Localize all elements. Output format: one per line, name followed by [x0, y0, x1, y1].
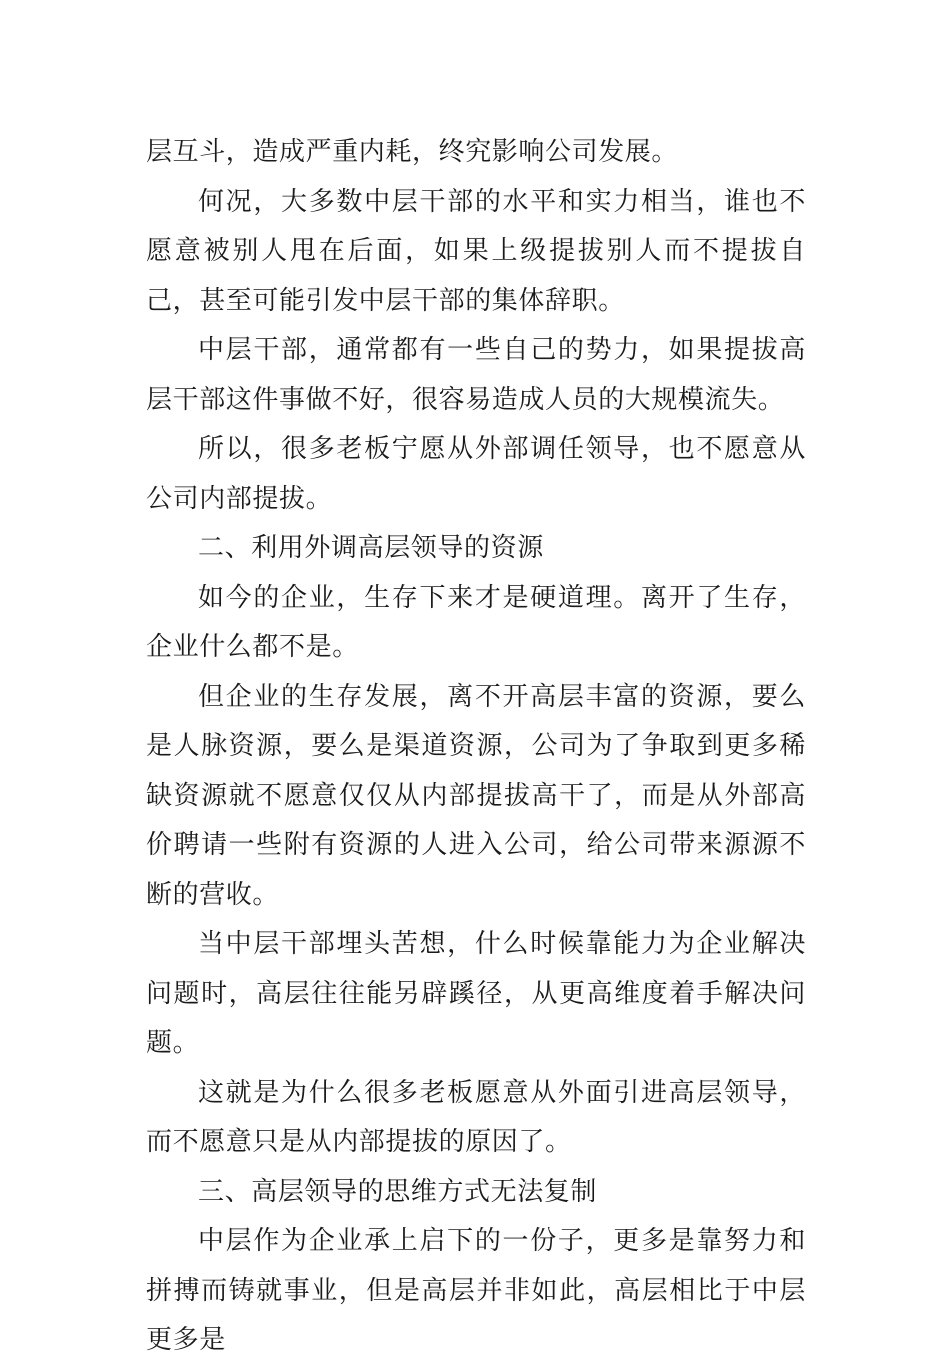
paragraph: 何况，大多数中层干部的水平和实力相当，谁也不愿意被别人甩在后面，如果上级提拔别人而不提拔自己，甚至可能引发中层干部的集体辞职。 — [146, 186, 806, 316]
paragraph: 中层干部，通常都有一些自己的势力，如果提拔高层干部这件事做不好，很容易造成人员的大规模流失。 — [146, 335, 806, 415]
paragraph: 中层作为企业承上启下的一份子，更多是靠努力和拼搏而铸就事业，但是高层并非如此，高层相比于中层更多是 — [146, 1226, 806, 1355]
paragraph: 当中层干部埋头苦想，什么时候靠能力为企业解决问题时，高层往往能另辟蹊径，从更高维度着手解决问题。 — [146, 929, 806, 1058]
paragraph: 这就是为什么很多老板愿意从外面引进高层领导，而不愿意只是从内部提拔的原因了。 — [146, 1077, 806, 1157]
paragraph: 如今的企业，生存下来才是硬道理。离开了生存，企业什么都不是。 — [146, 582, 806, 662]
paragraph: 但企业的生存发展，离不开高层丰富的资源，要么是人脉资源，要么是渠道资源，公司为了争取到更多稀缺资源就不愿意仅仅从内部提拔高干了，而是从外部高价聘请一些附有资源的人进入公司，给公司带来源源不断的营收。 — [146, 681, 806, 910]
document-page — [146, 128, 806, 1366]
paragraph: 所以，很多老板宁愿从外部调任领导，也不愿意从公司内部提拔。 — [146, 434, 806, 514]
section-heading: 三、高层领导的思维方式无法复制 — [198, 1176, 598, 1207]
paragraph-continuation: 层互斗，造成严重内耗，终究影响公司发展。 — [146, 137, 679, 167]
section-heading: 二、利用外调高层领导的资源 — [198, 533, 544, 563]
